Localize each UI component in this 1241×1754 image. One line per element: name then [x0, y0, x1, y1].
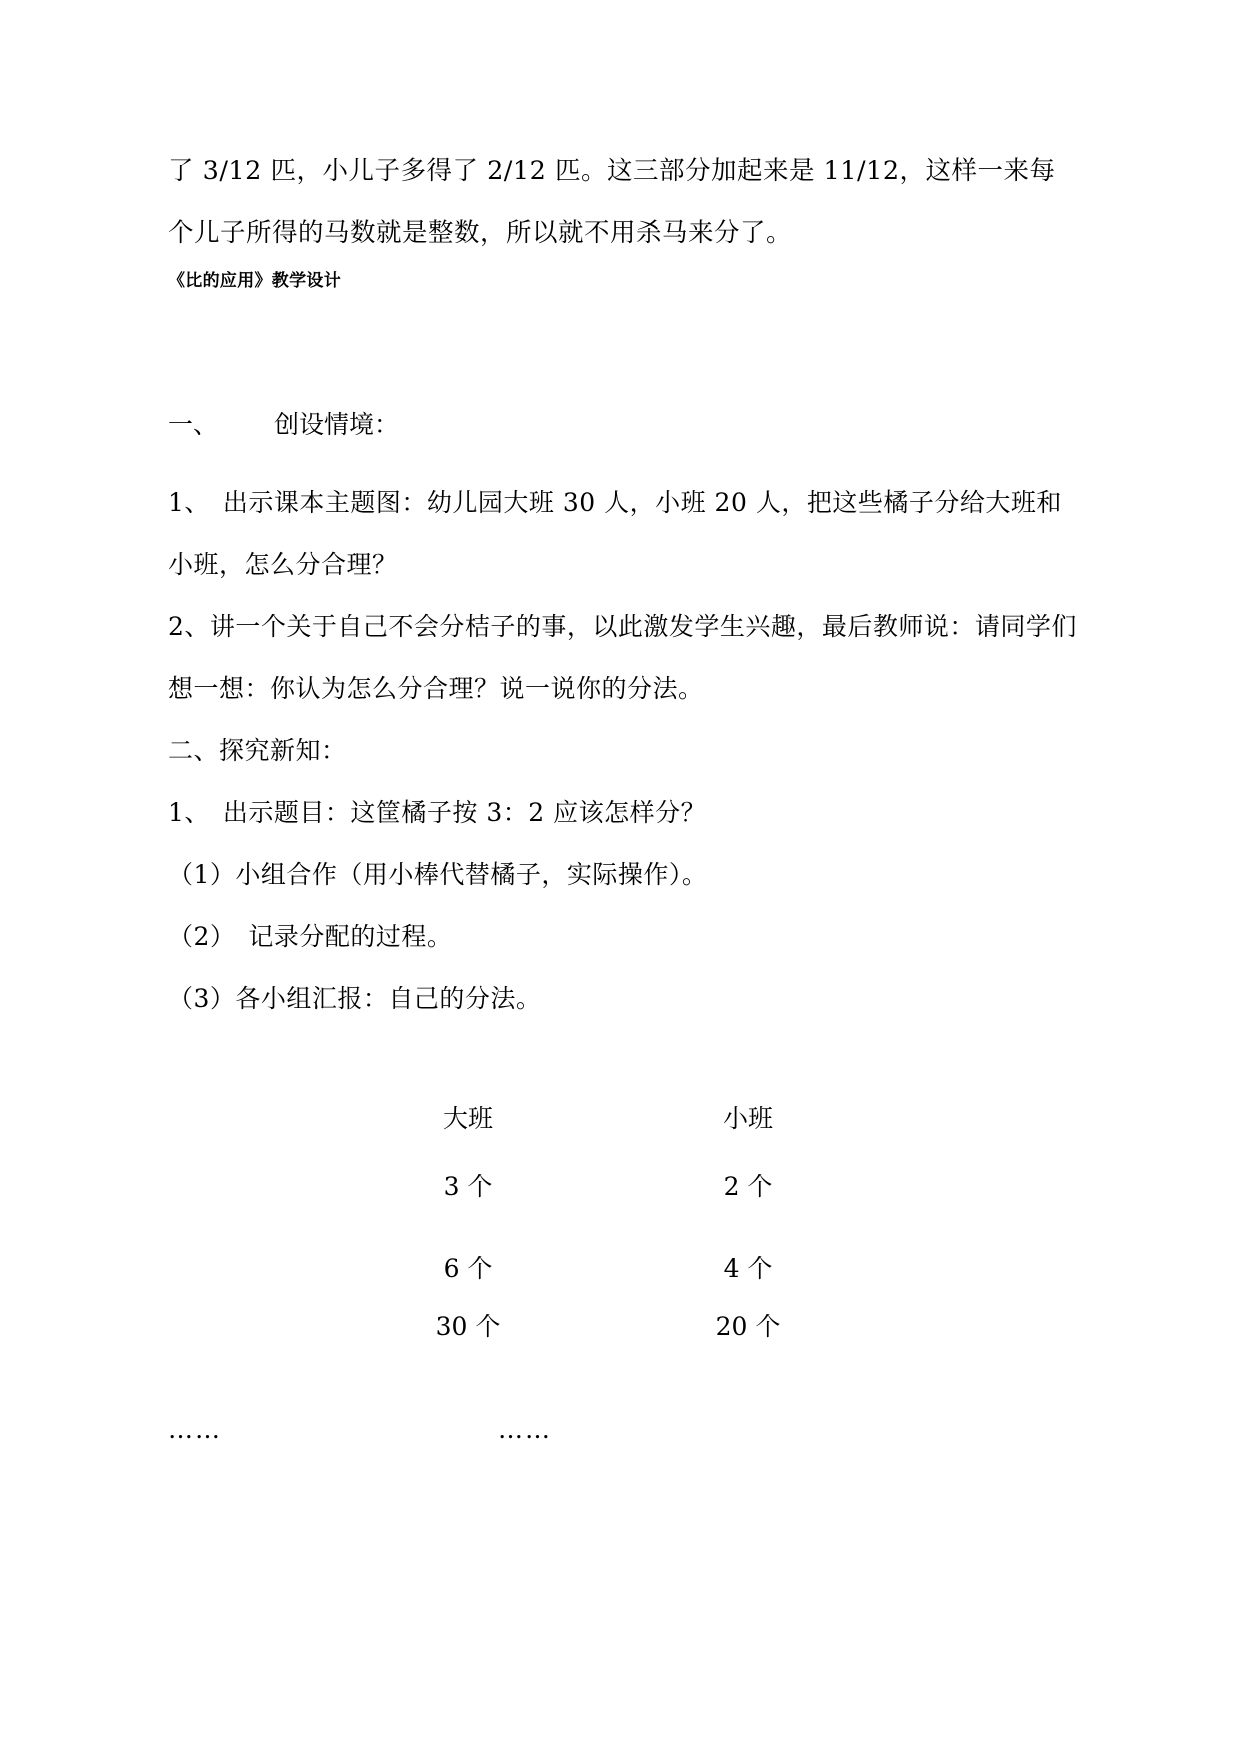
table-gap-cell-1	[608, 1216, 888, 1240]
table-header-cell-0: 大班	[442, 1104, 493, 1133]
table-gap-cell-0	[328, 1216, 608, 1240]
table-header-row	[328, 1090, 888, 1158]
spacer	[168, 298, 1081, 394]
ellipsis-right: ……	[498, 1415, 552, 1444]
body-line-5: （1）小组合作（用小棒代替橘子，实际操作）。	[168, 860, 708, 889]
spacer	[168, 456, 1081, 472]
document-subtitle: 《比的应用》教学设计	[168, 271, 341, 291]
table-cell-r1c1: 4 个	[723, 1254, 773, 1283]
distribution-table	[328, 1090, 888, 1356]
ellipsis-left: ……	[168, 1415, 222, 1444]
ellipsis-row	[168, 1410, 1081, 1450]
table-cell-r2c1: 20 个	[715, 1312, 781, 1341]
body-line-7: （3）各小组汇报：自己的分法。	[168, 984, 542, 1013]
distribution-table-block	[168, 1090, 1081, 1356]
table-header-cell-1: 小班	[722, 1104, 773, 1133]
top-paragraph: 了 3/12 匹，小儿子多得了 2/12 匹。这三部分加起来是 11/12，这样一来每个儿子所得的马数就是整数，所以就不用杀马来分了。	[168, 156, 1056, 248]
body-line-2: 2、讲一个关于自己不会分桔子的事，以此激发学生兴趣，最后教师说：请同学们想一想：你认为怎么分合理？说一说你的分法。	[168, 612, 1077, 703]
body-line-3: 二、探究新知：	[168, 736, 347, 765]
table-cell-r2c0: 30 个	[435, 1312, 501, 1341]
table-row	[328, 1158, 888, 1216]
body-line-6: （2） 记录分配的过程。	[168, 922, 453, 951]
table-row	[328, 1240, 888, 1298]
section-heading-1-number: 一、	[168, 410, 219, 439]
body-line-4: 1、 出示题目：这筐橘子按 3：2 应该怎样分？	[168, 798, 707, 827]
section-heading-1-text: 创设情境：	[274, 410, 400, 439]
body-line-1: 1、 出示课本主题图：幼儿园大班 30 人，小班 20 人，把这些橘子分给大班和小班，怎么分合理？	[168, 488, 1062, 579]
table-gap-row	[328, 1216, 888, 1240]
table-row	[328, 1298, 888, 1356]
table-cell-r0c0: 3 个	[443, 1172, 493, 1201]
section-heading-1	[168, 394, 1081, 456]
table-cell-r0c1: 2 个	[723, 1172, 773, 1201]
table-cell-r1c0: 6 个	[443, 1254, 493, 1283]
